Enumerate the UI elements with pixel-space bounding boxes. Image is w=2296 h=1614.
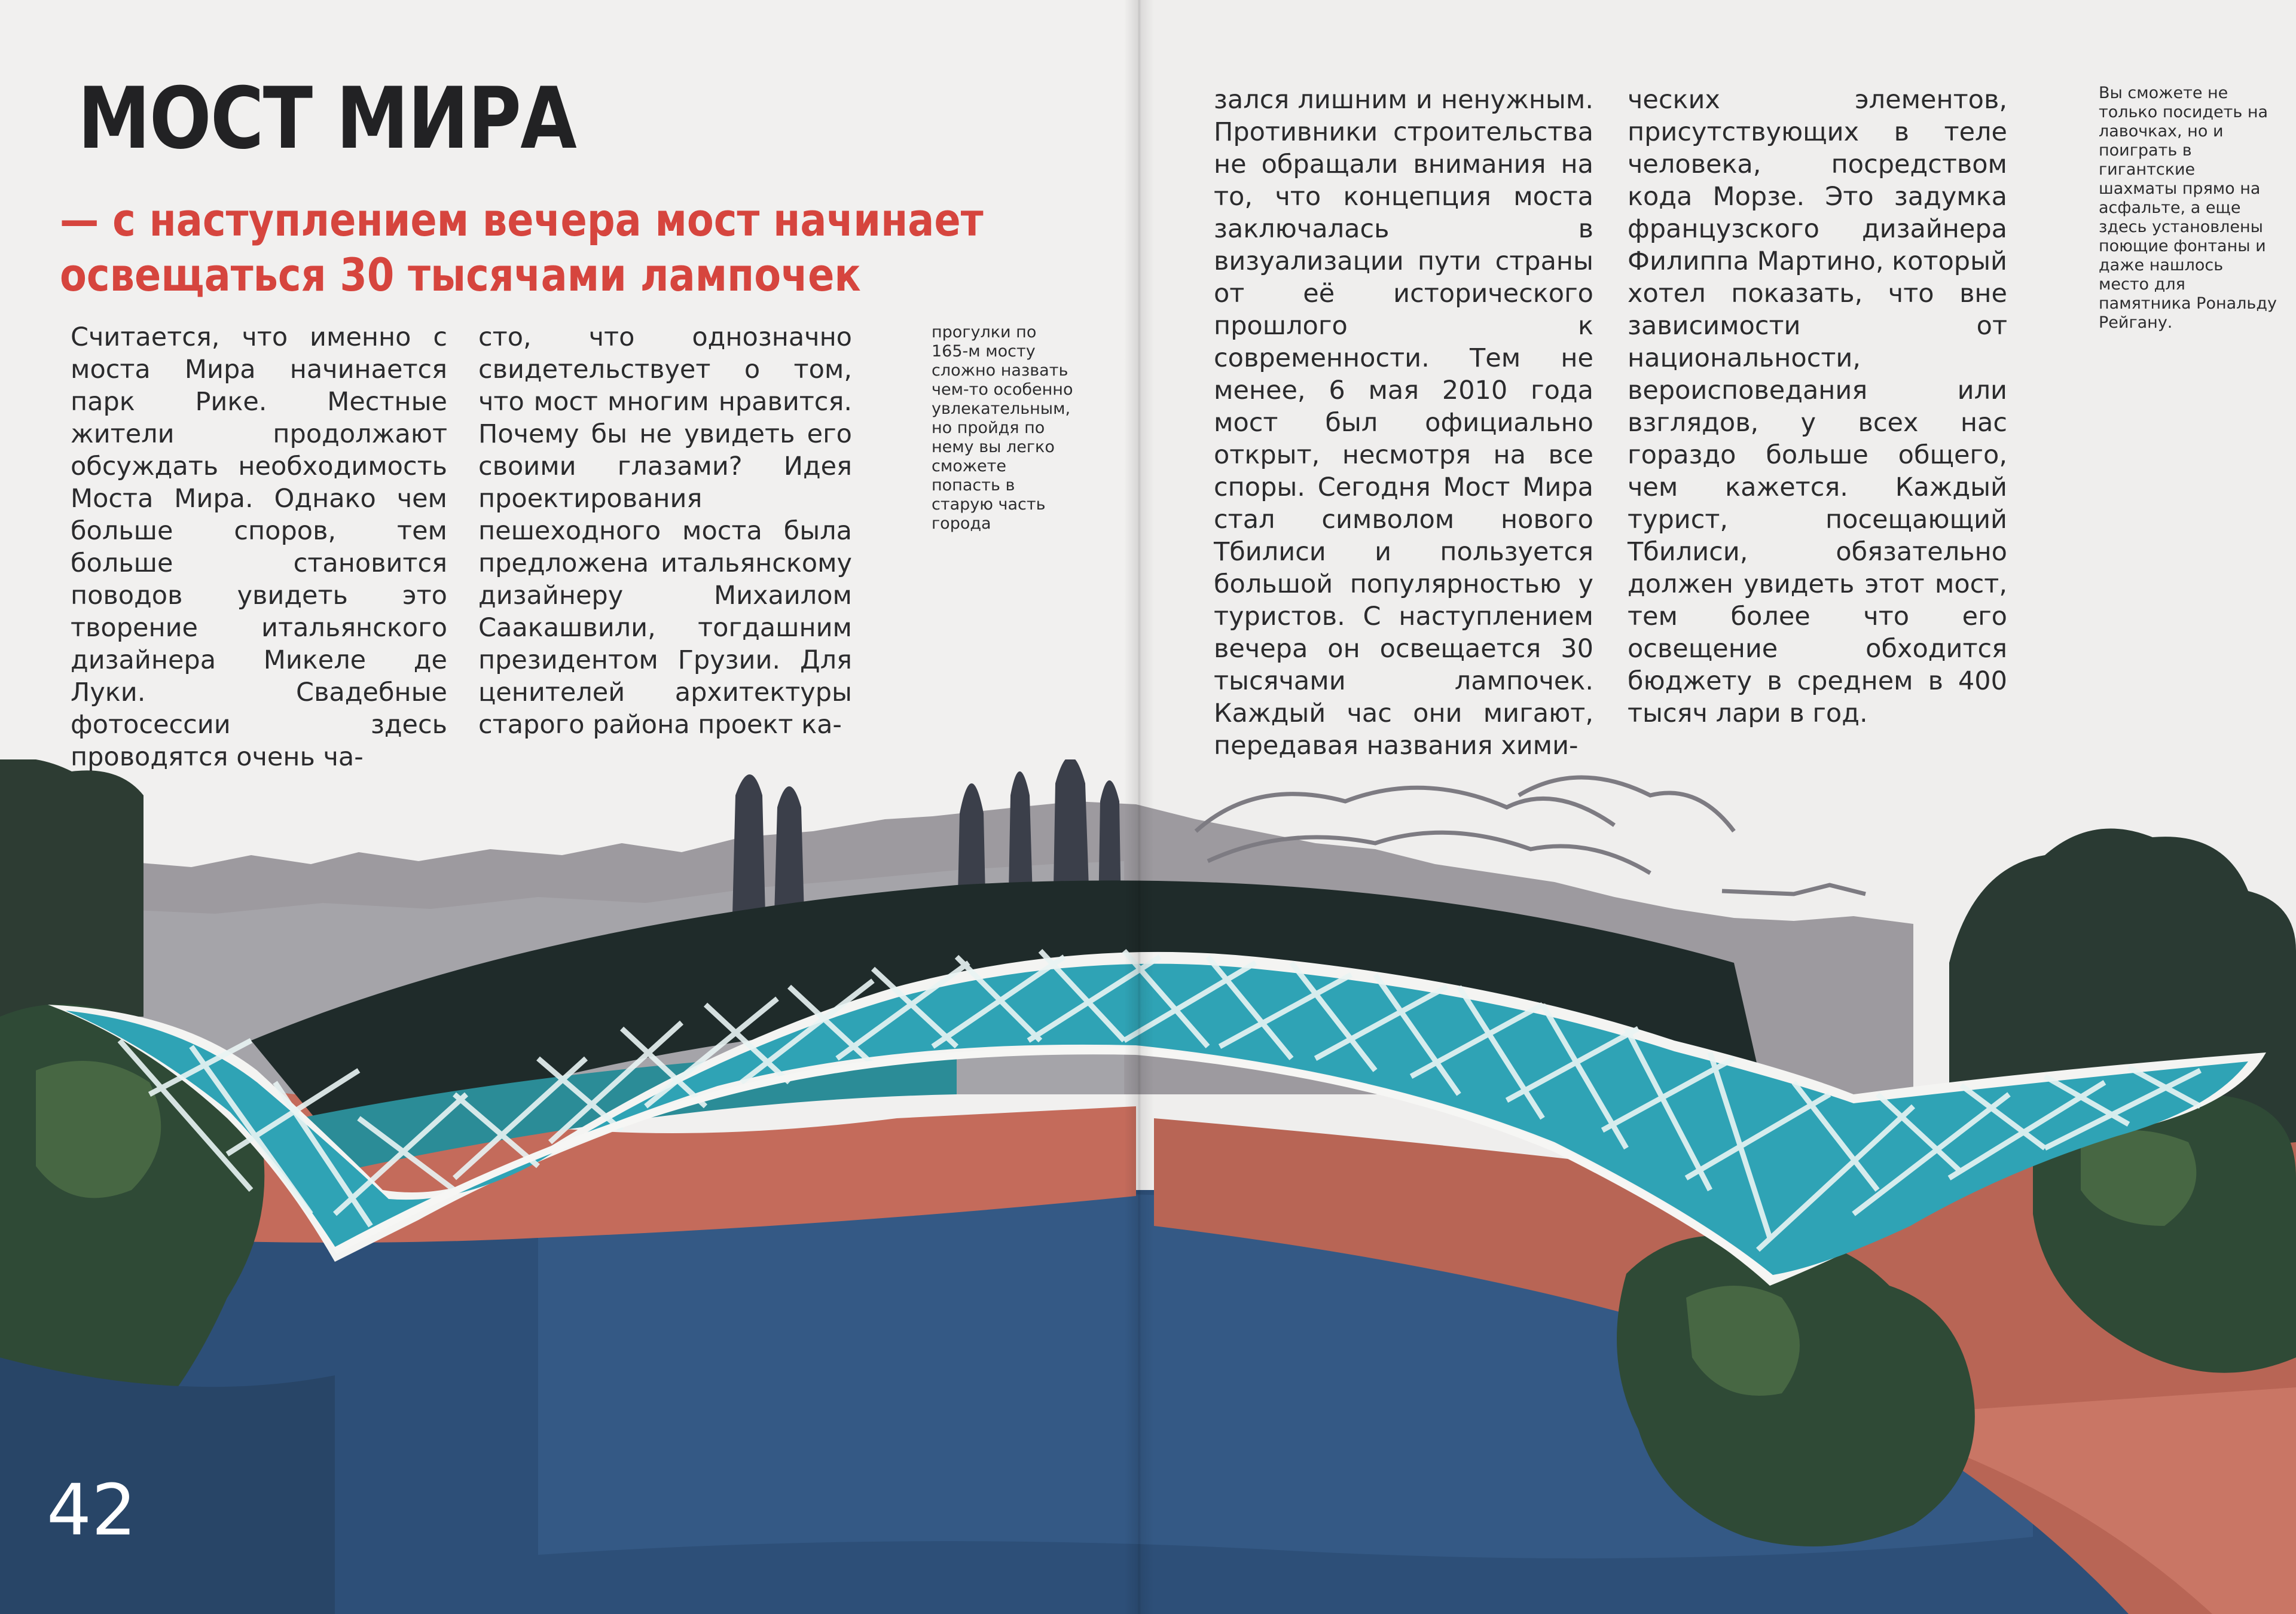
article-subtitle — [60, 193, 985, 303]
dark-tree-cluster-left — [0, 759, 144, 1017]
subtitle-line: — с наступлением вечера мост начинает — [60, 193, 984, 246]
sidenote-right: Вы сможете не только посидеть на лавочках, но и поиграть в гигантские шахматы прямо на асфальте, а еще здесь установлены поющие фонтаны и даже нашлось место для памятника Рональду Рейгану. — [2099, 84, 2277, 332]
body-column-3: зался лишним и ненужным. Противники строительства не обращали внимания на то, что концепция моста заключалась в визуализации пути страны от её исторического прошлого к современности. Тем не менее, 6 мая 2010 года мост был официально открыт, несмотря на все споры. Сегодня Мост Мира стал символом нового Тбилиси и пользуется большой популярностью у туристов. С наступлением вечера он освещается 30 тысячами лампочек. Каждый час они мигают, передавая названия хими- — [1214, 85, 1593, 761]
page-gutter — [1124, 0, 1154, 1614]
body-column-4: ческих элементов, присутствующих в теле человека, посредством кода Морзе. Это задумка французского дизайнера Филиппа Мартино, который хотел показать, что вне зависимости от национальности, вероисповедания или взглядов, у всех нас гораздо больше общего, чем кажется. Каждый турист, посещающий Тбилиси, обязательно должен увидеть этот мост, тем более что его освещение обходится бюджету в среднем в 400 тысяч лари в год. — [1628, 85, 2007, 728]
page-number: 42 — [47, 1469, 137, 1551]
subtitle-line: освещаться 30 тысячами лампочек — [60, 248, 861, 301]
body-column-2: сто, что однозначно свидетельствует о том, что мост многим нравится. Почему бы не увидеть его своими глазами? Идея проектирования пешеходного моста была предложена итальянскому дизайнеру Михаилом Саакашвили, тогдашним президентом Грузии. Для ценителей архитектуры старого района проект ка- — [478, 322, 852, 740]
sidenote-left: прогулки по 165-м мосту сложно назвать чем-то особенно увлекательным, но пройдя по нему вы легко сможете попасть в старую часть города — [932, 323, 1073, 533]
article-title: МОСТ МИРА — [78, 69, 576, 168]
body-column-1: Считается, что именно с моста Мира начинается парк Рике. Местные жители продолжают обсуждать необходимость Моста Мира. Однако чем больше споров, тем больше становится поводов увидеть это творение итальянского дизайнера Микеле де Луки. Свадебные фотосессии здесь проводятся очень ча- — [71, 322, 447, 772]
